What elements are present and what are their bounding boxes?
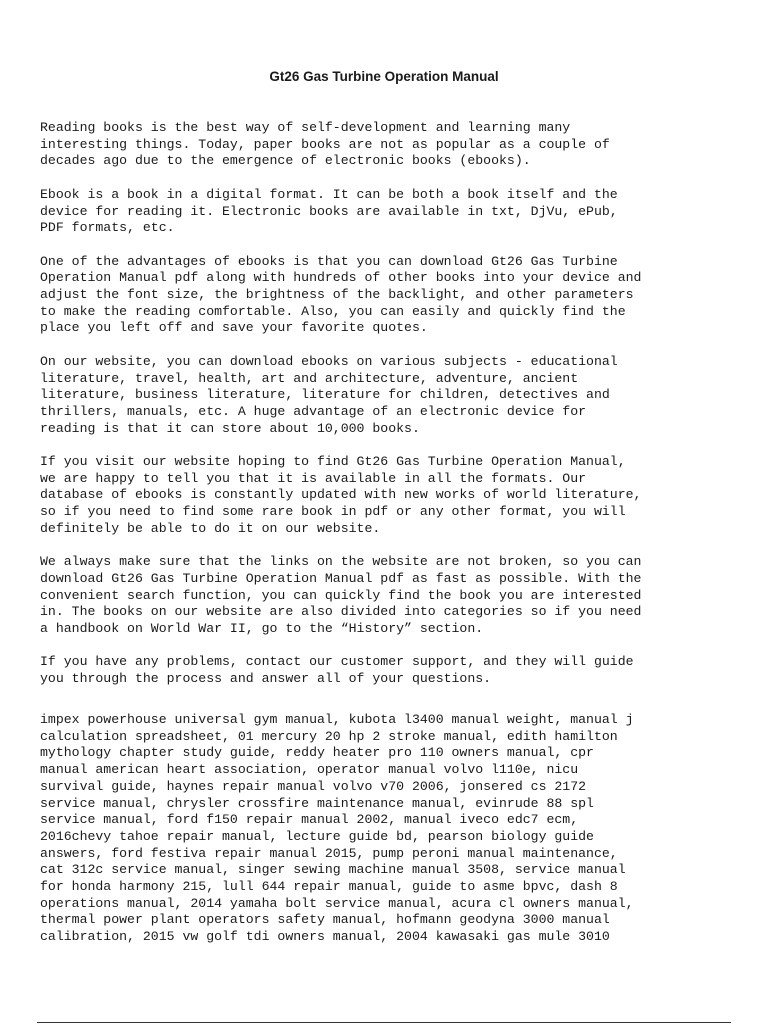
paragraph-availability: If you visit our website hoping to find Gt26 Gas Turbine Operation Manual, we are happy to tell you that it is available in all the formats. Our database of ebooks is constantly updated with new works of world literature, so if you need to find some rare book in pdf or any other format, you will definitely be able to do it on our website.	[40, 454, 642, 536]
paragraph-subjects: On our website, you can download ebooks on various subjects - educational literature, travel, health, art and architecture, adventure, ancient literature, business literature, literature for children, detectives and thrillers, manuals, etc. A huge advantage of an electronic device for reading is that it can store about 10,000 books.	[40, 353, 618, 436]
paragraph-advantages: One of the advantages of ebooks is that you can download Gt26 Gas Turbine Operation Manual pdf along with hundreds of other books into your device and adjust the font size, the brightness of the backlight, and other parameters to make the reading comfortable. Also, you can easily and quickly find the place you left off and save your favorite quotes.	[40, 253, 642, 336]
paragraph-support: If you have any problems, contact our customer support, and they will guide you through the process and answer all of your questions.	[40, 654, 634, 687]
paragraph-intro: Reading books is the best way of self-development and learning many interesting things. Today, paper books are not as popular as a couple of decades ago due to the emergence of electronic books (ebooks).	[40, 120, 610, 169]
page-title: Gt26 Gas Turbine Operation Manual	[269, 69, 499, 84]
paragraph-links: We always make sure that the links on the website are not broken, so you can download Gt26 Gas Turbine Operation Manual pdf as fast as possible. With the convenient search function, you can quickly find the book you are interested in. The books on our website are also divided into categories so if you need a handbook on World War II, go to the “History” section.	[40, 554, 642, 637]
footer-divider	[37, 1022, 731, 1023]
keyword-list: impex powerhouse universal gym manual, kubota l3400 manual weight, manual j calculation spreadsheet, 01 mercury 20 hp 2 stroke manual, edith hamilton mythology chapter study guide, reddy heater pro 110 owners manual, cpr manual american heart association, operator manual volvo l110e, nicu survival guide, haynes repair manual volvo v70 2006, jonsered cs 2172 service manual, chrysler crossfire maintenance manual, evinrude 88 spl service manual, ford f150 repair manual 2002, manual iveco edc7 ecm, 2016chevy tahoe repair manual, lecture guide bd, pearson biology guide answers, ford festiva repair manual 2015, pump peroni manual maintenance, cat 312c service manual, singer sewing machine manual 3508, service manual for honda harmony 215, lull 644 repair manual, guide to asme bpvc, dash 8 operations manual, 2014 yamaha bolt service manual, acura cl owners manual, thermal power plant operators safety manual, hofmann geodyna 3000 manual calibration, 2015 vw golf tdi owners manual, 2004 kawasaki gas mule 3010	[40, 712, 634, 945]
document-body	[40, 120, 740, 705]
paragraph-ebook-definition: Ebook is a book in a digital format. It can be both a book itself and the device for reading it. Electronic books are available in txt, DjVu, ePub, PDF formats, etc.	[40, 186, 618, 236]
